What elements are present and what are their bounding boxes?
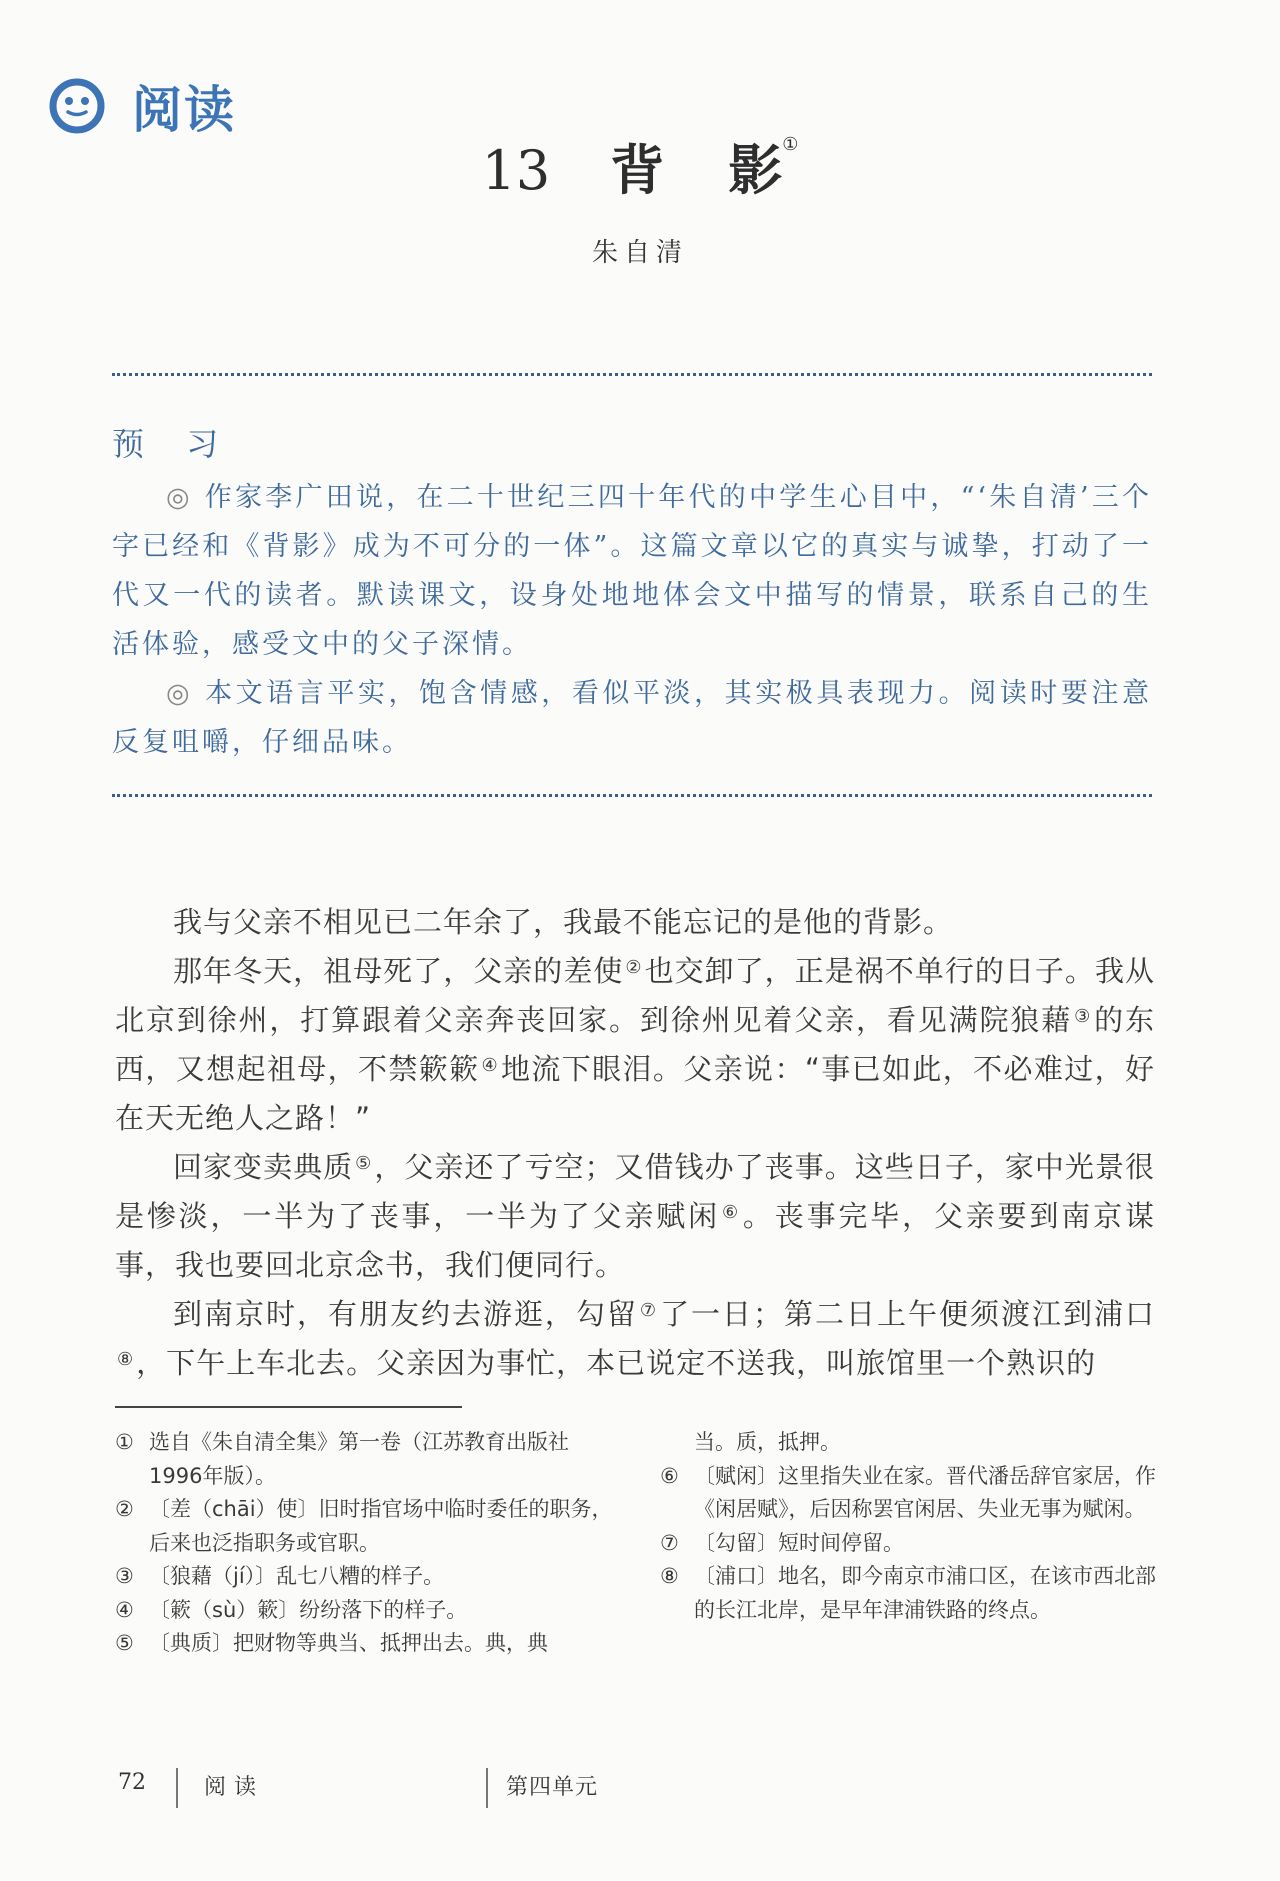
footnote-item: ② 〔差（chāi）使〕旧时指官场中临时委任的职务，后来也泛指职务或官职。 [115, 1497, 613, 1555]
footnote-ref[interactable]: ② [625, 957, 643, 978]
body-paragraph-4: 到南京时，有朋友约去游逛，勾留 ⑦了一日；第二日上午便须渡江到浦口⑧，下午上车北去。父亲因为事忙，本已说定不送我，叫旅馆里一个熟识的 [117, 1297, 1155, 1380]
title-char-2: 影 [728, 138, 783, 202]
footnotes-left-column [115, 1426, 615, 1661]
dotted-divider-top [112, 373, 1152, 376]
title-char-1: 背 [610, 138, 665, 202]
footnote-item: ③ 〔狼藉（jí）〕乱七八糟的样子。 [115, 1564, 445, 1588]
footnotes-right-column [660, 1426, 1160, 1627]
footnote-ref[interactable]: ⑥ [721, 1202, 741, 1223]
double-circle-bullet-icon: ◎ [166, 482, 193, 513]
footnote-ref[interactable]: ⑦ [639, 1300, 659, 1321]
footnote-item: ⑥ 〔赋闲〕这里指失业在家。晋代潘岳辞官家居，作《闲居赋》，后因称罢官闲居、失业无事为赋闲。 [660, 1463, 1156, 1521]
body-paragraph-2: 那年冬天，祖母死了，父亲的差使 ②也交卸了，正是祸不单行的日子。我从北京到徐州，打算跟着父亲奔丧回家。到徐州见着父亲，看见满院狼藉 ③的东西，又想起祖母，不禁簌簌 ④地流下眼泪。父亲说：“事已如此，不必难过，好在天无绝人之路！” [115, 954, 1155, 1135]
footnote-item: ① 选自《朱自清全集》第一卷（江苏教育出版社1996年版）。 [115, 1430, 569, 1488]
footnote-ref[interactable]: ⑤ [355, 1153, 373, 1174]
footnote-rule [115, 1406, 462, 1408]
dotted-divider-bottom [112, 794, 1152, 797]
footnote-item: ⑧ 〔浦口〕地名，即今南京市浦口区，在该市西北部的长江北岸，是早年津浦铁路的终点。 [660, 1564, 1156, 1622]
preview-paragraph-1: ◎ 作家李广田说，在二十世纪三四十年代的中学生心目中，“‘朱自清’三个字已经和《背影》成为不可分的一体”。这篇文章以它的真实与诚挚，打动了一代又一代的读者。默读课文，设身处地地体会文中描写的情景，联系自己的生活体验，感受文中的父子深情。 [112, 482, 1152, 660]
double-circle-bullet-icon: ◎ [166, 678, 194, 709]
preview-section [112, 420, 1152, 767]
footer-divider [486, 1768, 488, 1808]
footnote-continuation: 当。质，抵押。 [694, 1430, 841, 1454]
footnote-item: ⑦ 〔勾留〕短时间停留。 [660, 1530, 904, 1555]
article-body [115, 898, 1155, 1388]
body-paragraph-1: 我与父亲不相见已二年余了，我最不能忘记的是他的背影。 [173, 905, 954, 939]
lesson-number: 13 [481, 139, 551, 202]
lesson-title [0, 128, 1280, 205]
author: 朱自清 [591, 238, 688, 268]
footnote-ref[interactable]: ④ [481, 1055, 500, 1076]
title-footnote-ref: ① [782, 134, 799, 155]
footnote-item: ④ 〔簌（sù）簌〕纷纷落下的样子。 [115, 1597, 468, 1622]
section-title: 阅读 [132, 80, 236, 139]
preview-title: 预 习 [112, 425, 235, 463]
footer-divider [176, 1768, 178, 1808]
page-number: 72 [118, 1770, 146, 1795]
footer-unit-label: 第四单元 [506, 1775, 599, 1800]
footnote-item: ⑤ 〔典质〕把财物等典当、抵押出去。典，典 [115, 1631, 548, 1655]
footnote-ref[interactable]: ⑧ [117, 1349, 135, 1370]
footnote-ref[interactable]: ③ [1074, 1006, 1093, 1027]
footer-section-label: 阅读 [204, 1775, 265, 1800]
body-paragraph-3: 回家变卖典质 ⑤，父亲还了亏空；又借钱办了丧事。这些日子，家中光景很是惨淡，一半为了丧事，一半为了父亲赋闲 ⑥。丧事完毕，父亲要到南京谋事，我也要回北京念书，我们便同行。 [115, 1150, 1155, 1282]
smiley-face-icon [48, 77, 106, 135]
preview-paragraph-2: ◎ 本文语言平实，饱含情感，看似平淡，其实极具表现力。阅读时要注意反复咀嚼，仔细品味。 [112, 678, 1152, 758]
